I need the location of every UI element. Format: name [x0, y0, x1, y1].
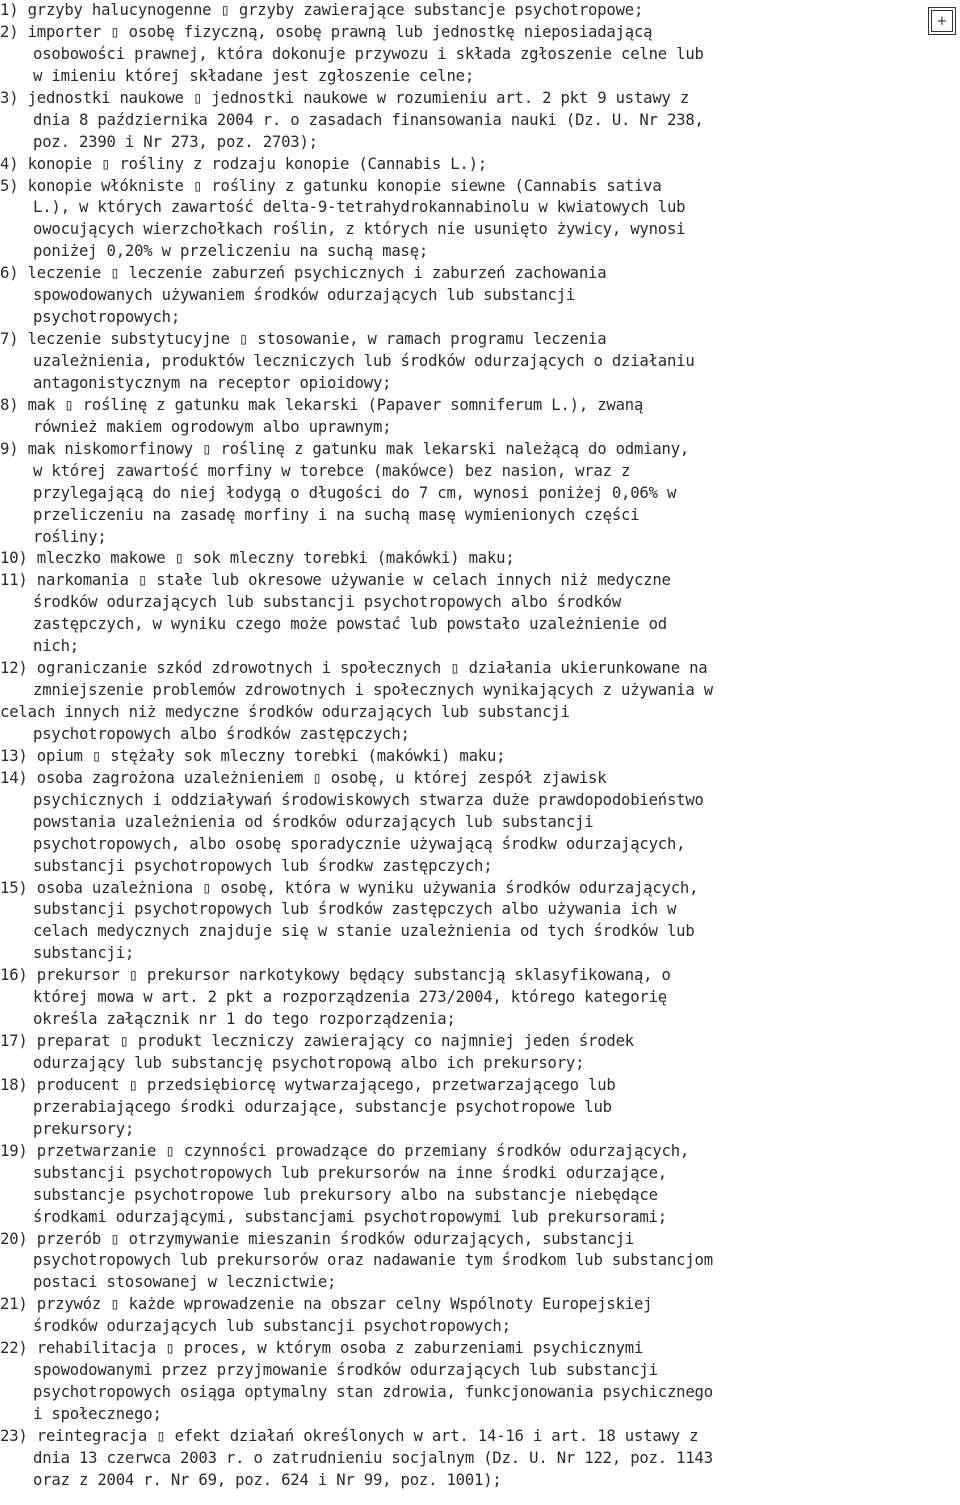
document-line: dnia 8 października 2004 r. o zasadach finansowania nauki (Dz. U. Nr 238,	[33, 110, 704, 129]
document-line: L.), w których zawartość delta-9-tetrahydrokannabinolu w kwiatowych lub	[33, 198, 686, 217]
document-line: 14) osoba zagrożona uzależnieniem ▯ osobę, u której zespół zjawisk	[0, 768, 607, 787]
document-line: psychotropowych;	[33, 308, 181, 327]
document-line: której mowa w art. 2 pkt a rozporządzenia 273/2004, którego kategorię	[33, 988, 667, 1007]
document-line: rośliny;	[33, 527, 107, 546]
expand-box[interactable]	[928, 7, 956, 35]
document-line: środków odurzających lub substancji psychotropowych albo środków	[33, 593, 622, 612]
document-line: oraz z 2004 r. Nr 69, poz. 624 i Nr 99, poz. 1001);	[33, 1470, 502, 1489]
document-line: 23) reintegracja ▯ efekt działań określonych w art. 14-16 i art. 18 ustawy z	[0, 1426, 699, 1445]
document-line: przeliczeniu na zasadę morfiny i na suchą masę wymienionych części	[33, 505, 640, 524]
document-line: substancje psychotropowe lub prekursory albo na substancje niebędące	[33, 1185, 658, 1204]
document-line: substancji;	[33, 944, 135, 963]
document-line: psychicznych i oddziaływań środowiskowych stwarza duże prawdopodobieństwo	[33, 790, 704, 809]
document-line: 19) przetwarzanie ▯ czynności prowadzące do przemiany środków odurzających,	[0, 1141, 690, 1160]
document-line: również makiem ogrodowym albo uprawnym;	[33, 417, 392, 436]
document-line: 20) przerób ▯ otrzymywanie mieszanin środków odurzających, substancji	[0, 1229, 634, 1248]
document-line: 6) leczenie ▯ leczenie zaburzeń psychicznych i zaburzeń zachowania	[0, 264, 607, 283]
document-line: 5) konopie włókniste ▯ rośliny z gatunku konopie siewne (Cannabis sativa	[0, 176, 662, 195]
document-line: psychotropowych lub prekursorów oraz nadawanie tym środkom lub substancjom	[33, 1251, 713, 1270]
document-line: psychotropowych osiąga optymalny stan zdrowia, funkcjonowania psychicznego	[33, 1383, 713, 1402]
document-line: 1) grzyby halucynogenne ▯ grzyby zawierające substancje psychotropowe;	[0, 1, 644, 19]
document-line: 21) przywóz ▯ każde wprowadzenie na obszar celny Wspólnoty Europejskiej	[0, 1295, 653, 1314]
document-line: 13) opium ▯ stężały sok mleczny torebki (makówki) maku;	[0, 746, 506, 765]
document-line: 22) rehabilitacja ▯ proces, w którym osoba z zaburzeniami psychicznymi	[0, 1339, 644, 1358]
document-line: substancji psychotropowych lub środkw zastępczych;	[33, 856, 493, 875]
document-line: uzależnienia, produktów leczniczych lub środków odurzających o działaniu	[33, 352, 695, 370]
document-line: 17) preparat ▯ produkt leczniczy zawierający co najmniej jeden środek	[0, 1032, 634, 1051]
document-line: poniżej 0,20% w przeliczeniu na suchą masę;	[33, 242, 429, 261]
document-line: zastępczych, w wyniku czego może powstać lub powstało uzależnienie od	[33, 615, 667, 634]
document-line: 11) narkomania ▯ stałe lub okresowe używanie w celach innych niż medyczne	[0, 571, 671, 590]
document-line: środków odurzających lub substancji psychotropowych;	[33, 1317, 511, 1336]
document-line: 8) mak ▯ roślinę z gatunku mak lekarski (Papaver somniferum L.), zwaną	[0, 395, 644, 414]
document-line: 10) mleczko makowe ▯ sok mleczny torebki (makówki) maku;	[0, 549, 515, 568]
document-line: 16) prekursor ▯ prekursor narkotykowy będący substancją sklasyfikowaną, o	[0, 966, 671, 985]
document-line: 2) importer ▯ osobę fizyczną, osobę prawną lub jednostkę nieposiadającą	[0, 22, 653, 41]
document-line: substancji psychotropowych lub prekursorów na inne środki odurzające,	[33, 1163, 667, 1182]
document-line: 18) producent ▯ przedsiębiorcę wytwarzającego, przetwarzającego lub	[0, 1075, 616, 1094]
document-line: osobowości prawnej, która dokonuje przywozu i składa zgłoszenie celne lub	[33, 44, 704, 63]
document-line: w imieniu której składane jest zgłoszenie celne;	[33, 66, 475, 85]
document-line: 4) konopie ▯ rośliny z rodzaju konopie (Cannabis L.);	[0, 154, 487, 173]
document-line: dnia 13 czerwca 2003 r. o zatrudnieniu socjalnym (Dz. U. Nr 122, poz. 1143	[33, 1448, 713, 1467]
document-line: spowodowanymi przez przyjmowanie środków odurzających lub substancji	[33, 1361, 658, 1380]
document-line: powstania uzależnienia od środków odurzających lub substancji	[33, 812, 594, 831]
document-line: poz. 2390 i Nr 273, poz. 2703);	[33, 132, 318, 151]
document-line: środkami odurzającymi, substancjami psychotropowymi lub prekursorami;	[33, 1207, 667, 1226]
document-line: 15) osoba uzależniona ▯ osobę, która w wyniku używania środków odurzających,	[0, 878, 699, 897]
document-line: nich;	[33, 637, 79, 656]
plus-icon	[931, 10, 953, 32]
document-line: psychotropowych albo środków zastępczych;	[33, 724, 410, 743]
document-line: spowodowanych używaniem środków odurzających lub substancji	[33, 286, 576, 305]
document-line: w której zawartość morfiny w torebce (makówce) bez nasion, wraz z	[33, 461, 631, 480]
document-line: antagonistycznym na receptor opioidowy;	[33, 373, 392, 392]
document-line: 3) jednostki naukowe ▯ jednostki naukowe w rozumieniu art. 2 pkt 9 ustawy z	[0, 88, 690, 107]
document-line: celach medycznych znajduje się w stanie uzależnienia od tych środków lub	[33, 922, 695, 941]
document-line: prekursory;	[33, 1119, 135, 1138]
document-line: i społecznego;	[33, 1405, 162, 1423]
document-line: odurzający lub substancję psychotropową albo ich prekursory;	[33, 1054, 585, 1072]
document-line: 12) ograniczanie szkód zdrowotnych i społecznych ▯ działania ukierunkowane na	[0, 659, 708, 678]
document-line: 7) leczenie substytucyjne ▯ stosowanie, w ramach programu leczenia	[0, 330, 607, 349]
document-line: przerabiającego środki odurzające, substancje psychotropowe lub	[33, 1097, 612, 1116]
document-line: owocujących wierzchołkach roślin, z których nie usunięto żywicy, wynosi	[33, 220, 686, 239]
document-line: przylegającą do niej łodygą o długości do 7 cm, wynosi poniżej 0,06% w	[33, 483, 677, 502]
document-line: psychotropowych, albo osobę sporadycznie używającą środkw odurzających,	[33, 834, 686, 853]
document-line: substancji psychotropowych lub środków zastępczych albo używania ich w	[33, 900, 677, 919]
plus-label: +	[936, 13, 948, 29]
document-line: postaci stosowanej w lecznictwie;	[33, 1273, 337, 1292]
document-line: 9) mak niskomorfinowy ▯ roślinę z gatunku mak lekarski należącą do odmiany,	[0, 439, 690, 458]
document-line: celach innych niż medyczne środków odurzających lub substancji	[0, 703, 570, 721]
document-line: określa załącznik nr 1 do tego rozporządzenia;	[33, 1010, 456, 1029]
document-line: zmniejszenie problemów zdrowotnych i społecznych wynikających z używania w	[33, 681, 713, 700]
